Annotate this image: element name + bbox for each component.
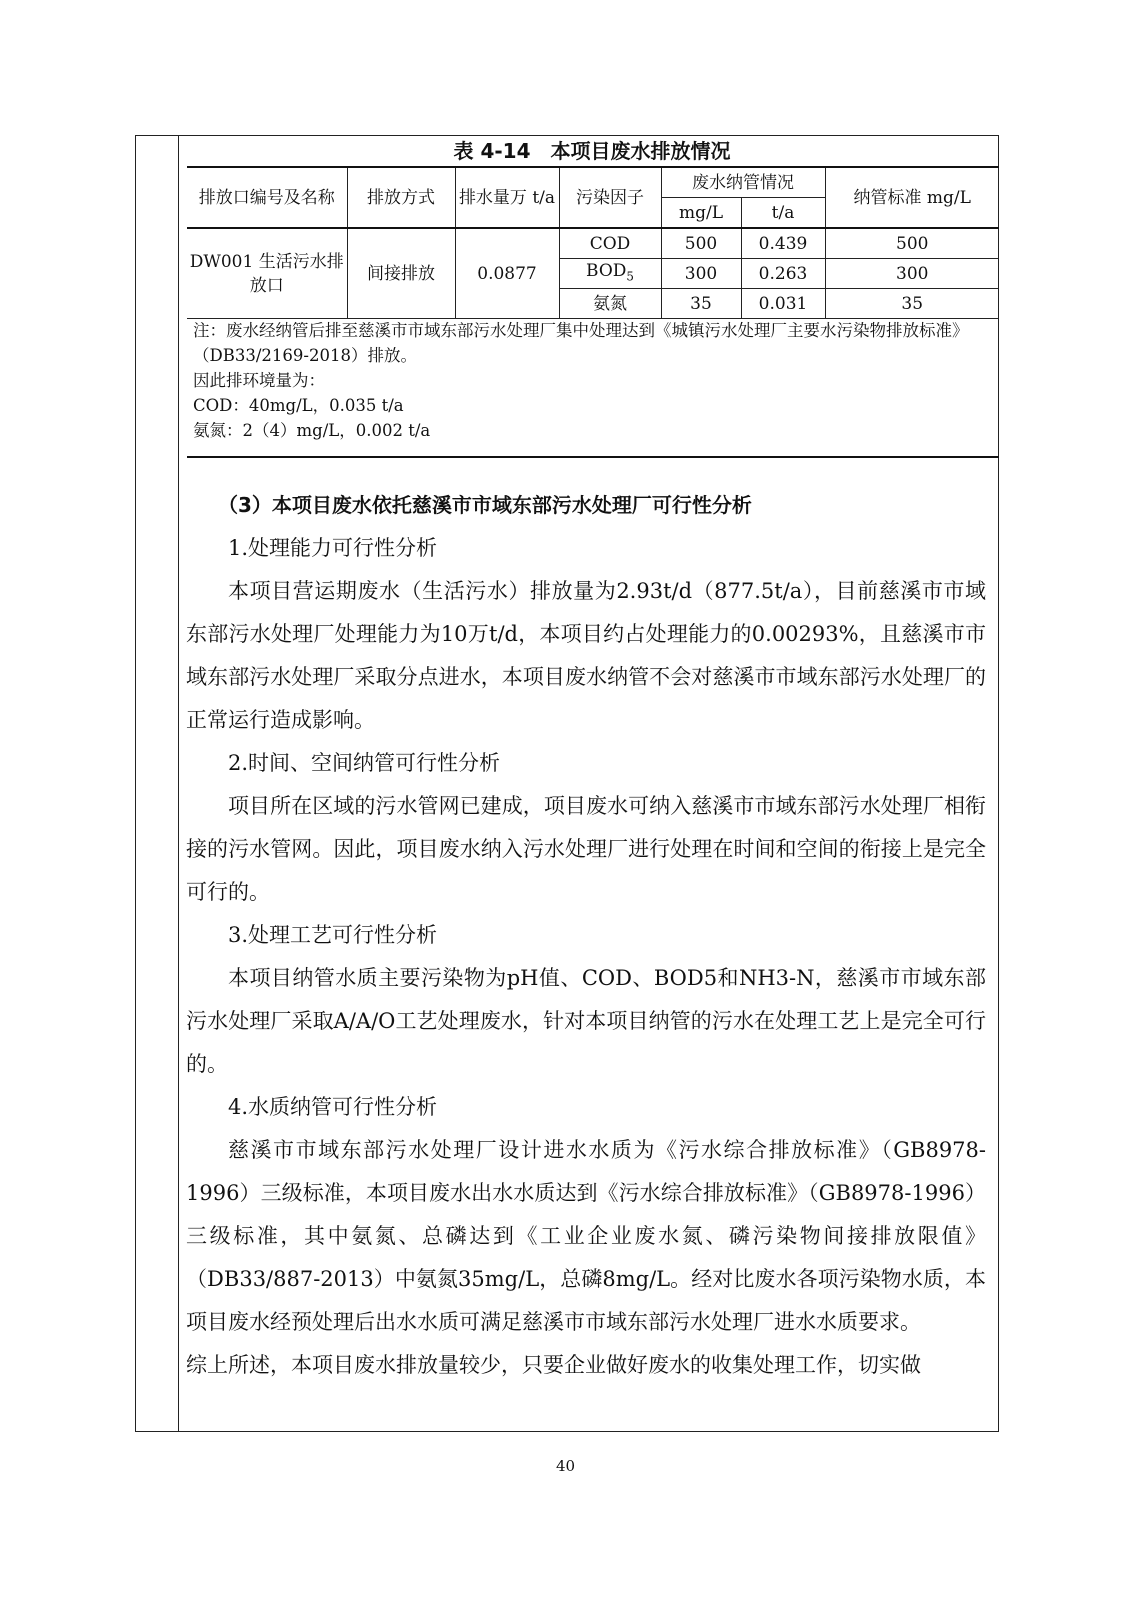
header-factor: 污染因子: [559, 168, 661, 228]
page-number: 40: [555, 1457, 576, 1475]
factor-cell: $BOD_5$: [559, 259, 661, 289]
subsection-title: 2.时间、空间纳管可行性分析: [228, 751, 501, 775]
outlet-name: DW001 生活污水排放口: [187, 228, 347, 319]
table-bottom-rule: [187, 456, 999, 458]
mgl-cell: 35: [661, 289, 741, 319]
paragraph: 综上所述，本项目废水排放量较少，只要企业做好废水的收集处理工作，切实做: [186, 1353, 921, 1377]
header-mgl: mg/L: [661, 198, 741, 229]
discharge-method: 间接排放: [347, 228, 455, 319]
header-discharge: 废水纳管情况: [661, 168, 825, 198]
header-ta: t/a: [741, 198, 825, 229]
table-title: 表 4-14 本项目废水排放情况: [453, 139, 731, 163]
note-line: 因此排环境量为：: [193, 371, 325, 390]
paragraph: 项目所在区域的污水管网已建成，项目废水可纳入慈溪市市域东部污水处理厂相衔接的污水管网。因此，项目废水纳入污水处理厂进行处理在时间和空间的衔接上是完全可行的。: [186, 794, 986, 904]
note-line: 注：废水经纳管后排至慈溪市市域东部污水处理厂集中处理达到《城镇污水处理厂主要水污染物排放标准》（DB33/2169-2018）排放。: [193, 321, 969, 365]
ta-cell: 0.263: [741, 259, 825, 289]
body-text: [186, 484, 986, 1387]
subsection-title: 4.水质纳管可行性分析: [228, 1095, 438, 1119]
factor-cell: 氨氮: [559, 289, 661, 319]
subsection-title: 3.处理工艺可行性分析: [228, 923, 438, 947]
mgl-cell: 500: [661, 228, 741, 259]
header-volume: 排水量万 t/a: [455, 168, 559, 228]
mgl-cell: 300: [661, 259, 741, 289]
ta-cell: 0.439: [741, 228, 825, 259]
paragraph: 慈溪市市域东部污水处理厂设计进水水质为《污水综合排放标准》（GB8978-1996）三级标准，本项目废水出水水质达到《污水综合排放标准》（GB8978-1996）三级标准，其中氨氮、总磷达到《工业企业废水氮、磷污染物间接排放限值》（DB33/887-2013）中氨氮35mg/L，总磷8mg/L。经对比废水各项污染物水质，本项目废水经预处理后出水水质可满足慈溪市市域东部污水处理厂进水水质要求。: [186, 1138, 986, 1334]
factor-cell: COD: [559, 228, 661, 259]
table-notes: [193, 318, 993, 443]
header-outlet: 排放口编号及名称: [187, 168, 347, 228]
table-row: [187, 228, 999, 259]
subsection-title: 1.处理能力可行性分析: [228, 536, 438, 560]
note-line: COD：40mg/L，0.035 t/a: [193, 396, 404, 415]
standard-cell: 300: [825, 259, 999, 289]
paragraph: 本项目营运期废水（生活污水）排放量为2.93t/d（877.5t/a），目前慈溪市市域东部污水处理厂处理能力为10万t/d，本项目约占处理能力的0.00293%，且慈溪市市域东部污水处理厂采取分点进水，本项目废水纳管不会对慈溪市市域东部污水处理厂的正常运行造成影响。: [186, 579, 986, 732]
header-method: 排放方式: [347, 168, 455, 228]
standard-cell: 35: [825, 289, 999, 319]
header-standard: 纳管标准 mg/L: [825, 168, 999, 228]
note-line: 氨氮：2（4）mg/L，0.002 t/a: [193, 421, 431, 440]
ta-cell: 0.031: [741, 289, 825, 319]
emission-table: [187, 168, 999, 319]
frame-divider: [178, 135, 179, 1432]
section-heading: （3）本项目废水依托慈溪市市域东部污水处理厂可行性分析: [218, 493, 752, 517]
paragraph: 本项目纳管水质主要污染物为pH值、COD、BOD5和NH3-N，慈溪市市域东部污水处理厂采取A/A/O工艺处理废水，针对本项目纳管的污水在处理工艺上是完全可行的。: [186, 966, 986, 1076]
standard-cell: 500: [825, 228, 999, 259]
discharge-volume: 0.0877: [455, 228, 559, 319]
